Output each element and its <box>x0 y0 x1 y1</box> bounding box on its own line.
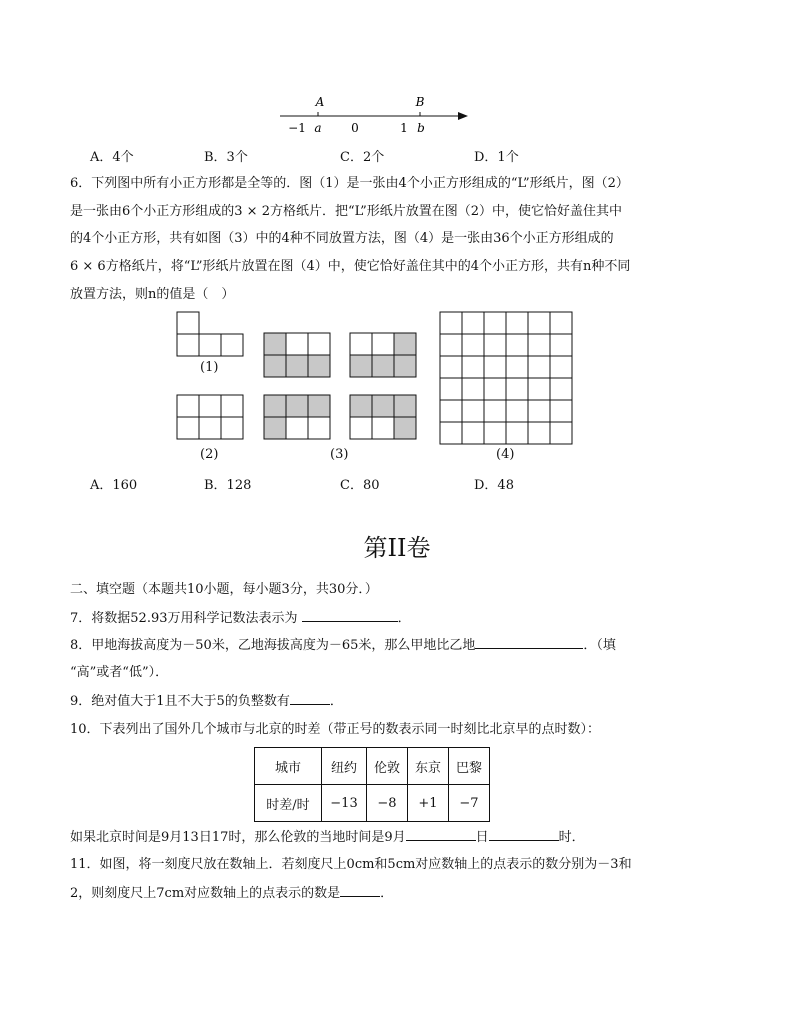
tick-label: a <box>314 121 322 135</box>
table-header-cell: 城市 <box>255 748 322 785</box>
q11-line-2 <box>70 883 730 904</box>
q10-day-blank[interactable] <box>406 827 476 841</box>
number-line-figure <box>270 90 480 140</box>
table-header-cell: 伦敦 <box>367 748 408 785</box>
q9-text: 9．绝对值大于1且不大于5的负整数有 <box>70 694 290 709</box>
q5-option-a: A．4个 <box>90 150 134 165</box>
q11-answer-blank[interactable] <box>340 883 380 897</box>
figure-label-4: (4) <box>496 447 515 462</box>
figure-label-1: (1) <box>200 360 219 375</box>
table-row <box>255 785 490 822</box>
tick-label: b <box>417 121 425 135</box>
q6-line: 放置方法，则n的值是（ ） <box>70 287 235 302</box>
q6-line: 的4个小正方形，共有如图（3）中的4种不同放置方法，图（4）是一张由36个小正方形组成的 <box>70 231 614 246</box>
table-header-cell: 巴黎 <box>449 748 490 785</box>
table-cell: −13 <box>322 785 367 822</box>
q9-line <box>70 691 730 712</box>
q5-option-d: D．1个 <box>474 150 519 165</box>
q11-text: 2，则刻度尺上7cm对应数轴上的点表示的数是 <box>70 886 341 901</box>
q6-line: 6．下列图中所有小正方形都是全等的．图（1）是一张由4个小正方形组成的“L”形纸片，图（2） <box>70 176 629 191</box>
q6-option-d: D．48 <box>474 478 514 493</box>
q6-line: 是一张由6个小正方形组成的3 × 2方格纸片．把“L”形纸片放置在图（2）中，使它恰好盖住其中 <box>70 204 623 219</box>
q10-answer-line <box>70 827 730 848</box>
tick-label: −1 <box>288 121 306 135</box>
q9-end: ． <box>329 694 343 709</box>
time-difference-table <box>254 747 490 822</box>
q9-answer-blank[interactable] <box>290 691 330 705</box>
point-b-label: B <box>415 95 425 109</box>
table-cell: −7 <box>449 785 490 822</box>
table-header-cell: 东京 <box>408 748 449 785</box>
table-row <box>255 748 490 785</box>
tick-label: 1 <box>400 121 408 135</box>
q8-line <box>70 635 730 656</box>
q7-text: 7．将数据52.93万用科学记数法表示为 <box>70 611 298 626</box>
q7-end: ． <box>397 611 411 626</box>
q11-line: 11．如图，将一刻度尺放在数轴上．若刻度尺上0cm和5cm对应数轴上的点表示的数分别为－3和 <box>70 857 632 872</box>
q10-text: 如果北京时间是9月13日17时，那么伦敦的当地时间是9月 <box>70 830 406 845</box>
q6-option-b: B．128 <box>204 478 252 493</box>
q11-end: ． <box>380 886 394 901</box>
section-title: 第II卷 <box>363 534 431 562</box>
q6-option-a: A．160 <box>90 478 138 493</box>
table-cell: −8 <box>367 785 408 822</box>
q8-end: ．（填 <box>583 638 616 653</box>
table-cell: 时差/时 <box>255 785 322 822</box>
tick-label: 0 <box>351 121 359 135</box>
figure-label-3: (3) <box>330 447 349 462</box>
table-cell: +1 <box>408 785 449 822</box>
q5-option-b: B．3个 <box>204 150 248 165</box>
q6-figures <box>170 308 580 468</box>
q7-line <box>70 608 730 629</box>
figure-label-2: (2) <box>200 447 219 462</box>
q8-text: 8．甲地海拔高度为－50米，乙地海拔高度为－65米，那么甲地比乙地 <box>70 638 476 653</box>
q5-option-c: C．2个 <box>340 150 385 165</box>
q10-hour-blank[interactable] <box>489 827 559 841</box>
q10-end: 时． <box>558 830 585 845</box>
point-a-label: A <box>315 95 325 109</box>
q10-line: 10．下表列出了国外几个城市与北京的时差（带正号的数表示同一时刻比北京早的点时数）： <box>70 722 601 737</box>
q6-option-c: C．80 <box>340 478 380 493</box>
table-header-cell: 纽约 <box>322 748 367 785</box>
q8-line-2: “高”或者“低”）． <box>70 665 169 680</box>
q10-day-unit: 日 <box>475 830 489 845</box>
q8-answer-blank[interactable] <box>475 635 583 649</box>
q7-answer-blank[interactable] <box>302 608 398 622</box>
q6-line: 6 × 6方格纸片，将“L”形纸片放置在图（4）中，使它恰好盖住其中的4个小正方形，共有n种不同 <box>70 259 631 274</box>
fill-section-header: 二、填空题（本题共10小题，每小题3分，共30分．） <box>70 582 378 597</box>
